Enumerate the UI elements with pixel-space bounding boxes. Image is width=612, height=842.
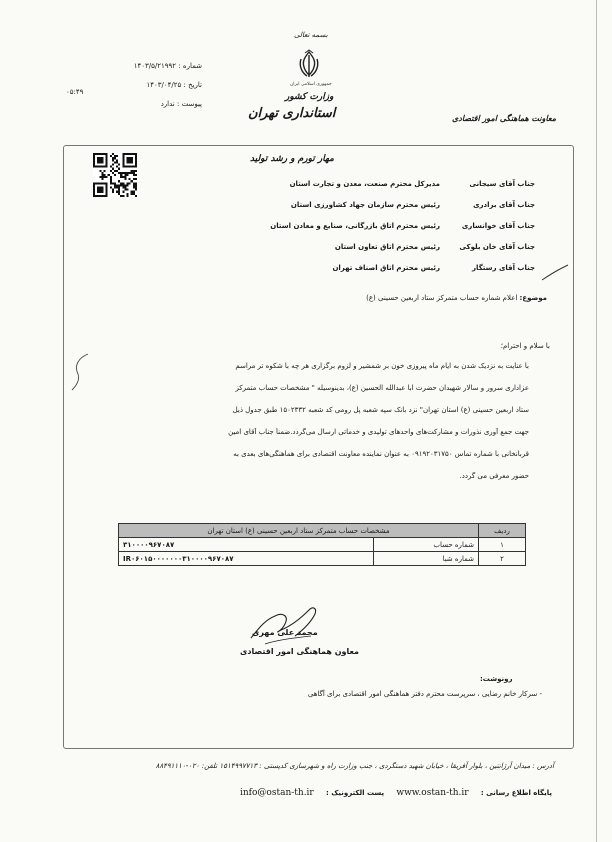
recipient-title: رئیس محترم سازمان جهاد کشاورزی استان bbox=[290, 201, 440, 209]
invocation: بسمه تعالی bbox=[294, 31, 328, 39]
ref-label: شماره : bbox=[178, 62, 202, 70]
table-row bbox=[119, 552, 526, 566]
table-header: مشخصات حساب متمرکز ستاد اربعین حسینی (ع) استان تهران bbox=[119, 524, 479, 538]
greeting: با سلام و احترام؛ bbox=[500, 342, 550, 350]
cc-label: رونوشت: bbox=[480, 675, 513, 683]
time-stamp: ۰۵:۴۹ bbox=[66, 88, 84, 96]
date-value: ۱۴۰۳/۰۴/۲۵ bbox=[146, 81, 182, 89]
table-header: ردیف bbox=[479, 524, 526, 538]
reference-number bbox=[92, 62, 202, 70]
recipient-name: جناب آقای سیجانی bbox=[469, 180, 535, 188]
recipient-name: جناب آقای برادری bbox=[473, 201, 535, 209]
recipient-name: جناب آقای خوانساری bbox=[461, 222, 535, 230]
attachment bbox=[92, 100, 202, 108]
date-label: تاریخ : bbox=[183, 81, 202, 89]
recipient-title: رئیس محترم اتاق اصناف تهران bbox=[332, 264, 440, 272]
table-header-row bbox=[119, 524, 526, 538]
subject-label: موضوع: bbox=[519, 294, 547, 302]
signer-name: محمد علی مهری bbox=[252, 628, 318, 637]
body-paragraph bbox=[116, 362, 529, 494]
body-line: جهت جمع آوری نذورات و مشارکت‌های واحدهای تولیدی و خدماتی ارسال می‌گردد.ضمناً جناب آقای امین bbox=[228, 428, 529, 436]
table-cell: ۳۱۰۰۰۰۹۶۷۰۸۷ bbox=[119, 538, 374, 552]
attachment-label: پیوست : bbox=[177, 100, 202, 108]
table-cell: شماره شبا bbox=[374, 552, 479, 566]
letter-date bbox=[92, 81, 202, 89]
ministry-name: وزارت کشور bbox=[285, 92, 334, 102]
subject-text: اعلام شماره حساب متمرکز ستاد اربعین حسینی (ع) bbox=[366, 294, 518, 302]
recipient-title: رئیس محترم اتاق بازرگانی، صنایع و معادن استان bbox=[270, 222, 440, 230]
table-cell: ۲ bbox=[479, 552, 526, 566]
recipient-row bbox=[230, 222, 535, 243]
table-cell: ۱ bbox=[479, 538, 526, 552]
email-label: پست الکترونیک : bbox=[325, 789, 385, 797]
qr-code bbox=[93, 153, 137, 197]
table-row bbox=[119, 538, 526, 552]
handwritten-mark-icon bbox=[540, 262, 570, 286]
email-link[interactable]: info@ostan-th.ir bbox=[240, 788, 314, 798]
margin-squiggle-icon bbox=[70, 352, 94, 392]
account-table bbox=[118, 523, 526, 566]
recipient-row bbox=[230, 201, 535, 222]
handwritten-signature bbox=[245, 600, 325, 650]
slogan: مهار تورم و رشد تولید bbox=[250, 154, 334, 164]
body-line: ستاد اربعین حسینی (ع) استان تهران" نزد بانک سپه شعبه پل رومی کد شعبه ۱۵۰۲۳۳۲ طبق جدول ذیل bbox=[232, 406, 529, 414]
cc-line: - سرکار خانم رضایی ، سرپرست محترم دفتر هماهنگی امور اقتصادی برای آگاهی bbox=[307, 690, 542, 698]
body-line: قربانخانی با شماره تماس ۰۹۱۹۲۰۳۱۷۵۰ به عنوان نماینده معاونت اقتصادی برای هماهنگی‌های بعدی به bbox=[233, 450, 529, 458]
recipient-row bbox=[230, 264, 535, 285]
recipient-row bbox=[230, 243, 535, 264]
recipient-title: رئیس محترم اتاق تعاون استان bbox=[334, 243, 440, 251]
subject-line bbox=[366, 294, 547, 302]
recipient-row bbox=[230, 180, 535, 201]
signer-title: معاون هماهنگی امور اقتصادی bbox=[240, 647, 359, 656]
province-office: استانداری تهران bbox=[248, 106, 336, 121]
attachment-value: ندارد bbox=[160, 100, 175, 108]
ref-value: ۱۴۰۳/۵/۲۱۹۹۲ bbox=[133, 62, 177, 70]
footer-address: آدرس : میدان آرژانتین ، بلوار آفریقا ، خیابان شهید دستگردی ، جنب وزارت راه و شهرسازی کدپستی : ۱۵۱۴۹۹۷۷۱۳ تلفن: ۰۲۰-۸۸۴۹۱۱۱۰ bbox=[155, 762, 554, 770]
body-line: حضور معرفی می گردد. bbox=[459, 472, 529, 480]
footer-contacts bbox=[240, 788, 552, 798]
table-cell: IR۰۶۰۱۵۰۰۰۰۰۰۰۳۱۰۰۰۰۹۶۷۰۸۷ bbox=[119, 552, 374, 566]
website-link[interactable]: www.ostan-th.ir bbox=[396, 788, 469, 798]
recipient-name: جناب آقای رستگار bbox=[472, 264, 535, 272]
recipient-list bbox=[230, 180, 535, 285]
scan-line bbox=[596, 0, 597, 842]
table-cell: شماره حساب bbox=[374, 538, 479, 552]
website-label: پایگاه اطلاع رسانی : bbox=[480, 789, 552, 797]
recipient-name: جناب آقای خان بلوکی bbox=[459, 243, 535, 251]
recipient-title: مدیرکل محترم صنعت، معدن و تجارت استان bbox=[289, 180, 440, 188]
body-line: با عنایت به نزدیک شدن به ایام ماه پیروزی خون بر شمشیر و لزوم برگزاری هر چه با شکوه تر مراسم bbox=[235, 362, 529, 370]
republic-caption: جمهوری اسلامی ایران bbox=[290, 82, 332, 87]
department-name: معاونت هماهنگی امور اقتصادی bbox=[452, 114, 557, 123]
body-line: عزاداری سرور و سالار شهیدان حضرت ابا عبدالله الحسین (ع)، بدینوسیله " مشخصات حساب متمرکز bbox=[235, 384, 529, 392]
iran-emblem-icon bbox=[296, 49, 322, 81]
